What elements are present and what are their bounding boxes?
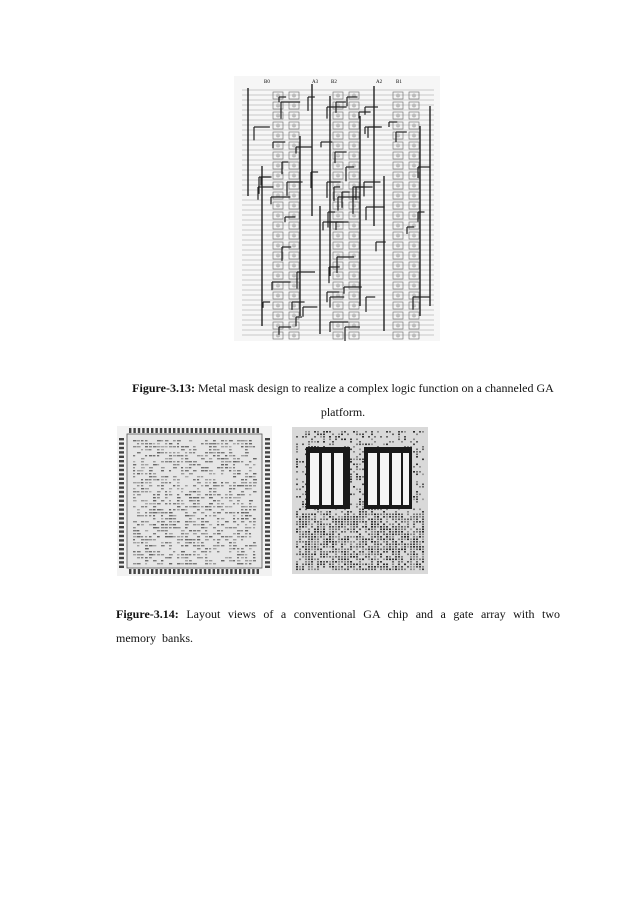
figure-3-14-text: Layout views of a conventional GA chip and a gate array with two memory banks. — [116, 607, 560, 645]
figure-3-14-label: Figure-3.14: — [116, 607, 179, 621]
column-labels — [264, 80, 402, 85]
column-label: A3 — [312, 80, 319, 85]
memory-bank-left — [306, 447, 350, 509]
column-label: B1 — [396, 80, 402, 85]
figure-3-13-caption — [118, 376, 568, 424]
memory-bank-right — [364, 447, 412, 509]
gate-array-memory-banks-image — [292, 427, 428, 574]
metal-mask-layout-figure — [234, 76, 440, 341]
column-label: B0 — [264, 80, 270, 85]
figure-3-14-caption — [116, 602, 560, 650]
column-label: A2 — [376, 80, 383, 85]
figure-3-13-label: Figure-3.13: — [132, 381, 195, 395]
conventional-ga-chip-image — [117, 426, 272, 576]
column-label: B2 — [331, 80, 337, 85]
figure-3-13-text: Metal mask design to realize a complex logic function on a channeled GA platform. — [197, 381, 554, 419]
